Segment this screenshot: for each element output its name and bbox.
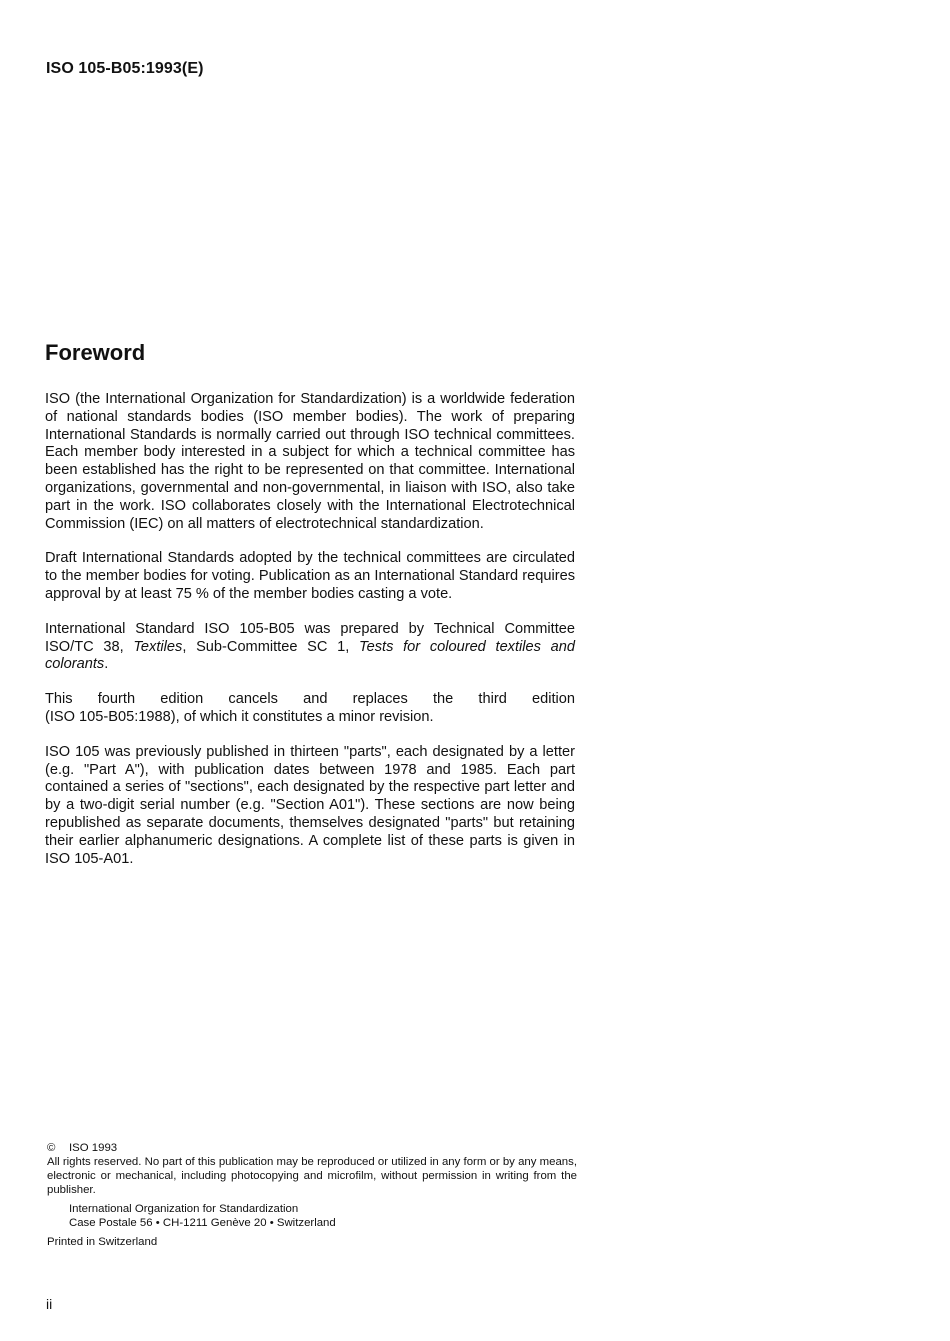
foreword-body — [45, 391, 575, 885]
publisher-address: Case Postale 56 • CH-1211 Genève 20 • Switzerland — [69, 1217, 336, 1229]
p4-line-2: (ISO 105-B05:1988), of which it constitutes a minor revision. — [45, 708, 434, 725]
foreword-paragraph-5: ISO 105 was previously published in thirteen "parts", each designated by a letter (e.g. "Part A"), with publication dates between 1978 and 1985. Each part contained a series of "sections", each designated by the respective part letter and by a two-digit serial number (e.g. "Section A01"). These sections are now being republished as separate documents, themselves designated "parts" but retaining their earlier alphanumeric designations. A complete list of these parts is given in ISO 105-A01. — [45, 743, 575, 867]
foreword-paragraph-3 — [45, 621, 575, 674]
foreword-paragraph-4 — [45, 691, 575, 727]
p3-italic-textiles: Textiles — [133, 638, 183, 655]
copyright-block — [47, 1141, 577, 1249]
foreword-paragraph-1: ISO (the International Organization for Standardization) is a worldwide federation of national standards bodies (ISO member bodies). The work of preparing International Standards is normally carried out through ISO technical committees. Each member body interested in a subject for which a technical committee has been established has the right to be represented on that committee. International organizations, governmental and non-governmental, in liaison with ISO, also take part in the work. ISO collaborates closely with the International Electrotechnical Commission (IEC) on all matters of electrotechnical standardization. — [45, 391, 575, 532]
publisher-org: International Organization for Standardization — [69, 1203, 299, 1215]
rights-statement: All rights reserved. No part of this publication may be reproduced or utilized in any form or by any means, electronic or mechanical, including photocopying and microfilm, without permission in writing from the publisher. — [47, 1156, 577, 1196]
p3-text-2: , Sub-Committee SC 1, — [182, 638, 360, 655]
document-id-header: ISO 105-B05:1993(E) — [46, 60, 204, 77]
foreword-paragraph-2: Draft International Standards adopted by the technical committees are circulated to the member bodies for voting. Publication as an International Standard requires approval by at least 75 % of the member bodies casting a vote. — [45, 550, 575, 602]
copyright-symbol: © — [47, 1142, 56, 1154]
copyright-line — [47, 1141, 577, 1155]
foreword-heading: Foreword — [45, 340, 146, 365]
page-number: ii — [46, 1296, 53, 1312]
copyright-year: ISO 1993 — [69, 1142, 118, 1154]
p3-italic-tests: Tests for coloured textiles and colorants — [45, 638, 575, 673]
p3-text-1: International Standard ISO 105-B05 was prepared by Technical Committee ISO/TC 38, — [45, 620, 575, 655]
p4-line-1: This fourth edition cancels and replaces the third edition — [45, 691, 575, 708]
p3-text-3: . — [104, 656, 109, 673]
printed-in: Printed in Switzerland — [47, 1236, 158, 1248]
